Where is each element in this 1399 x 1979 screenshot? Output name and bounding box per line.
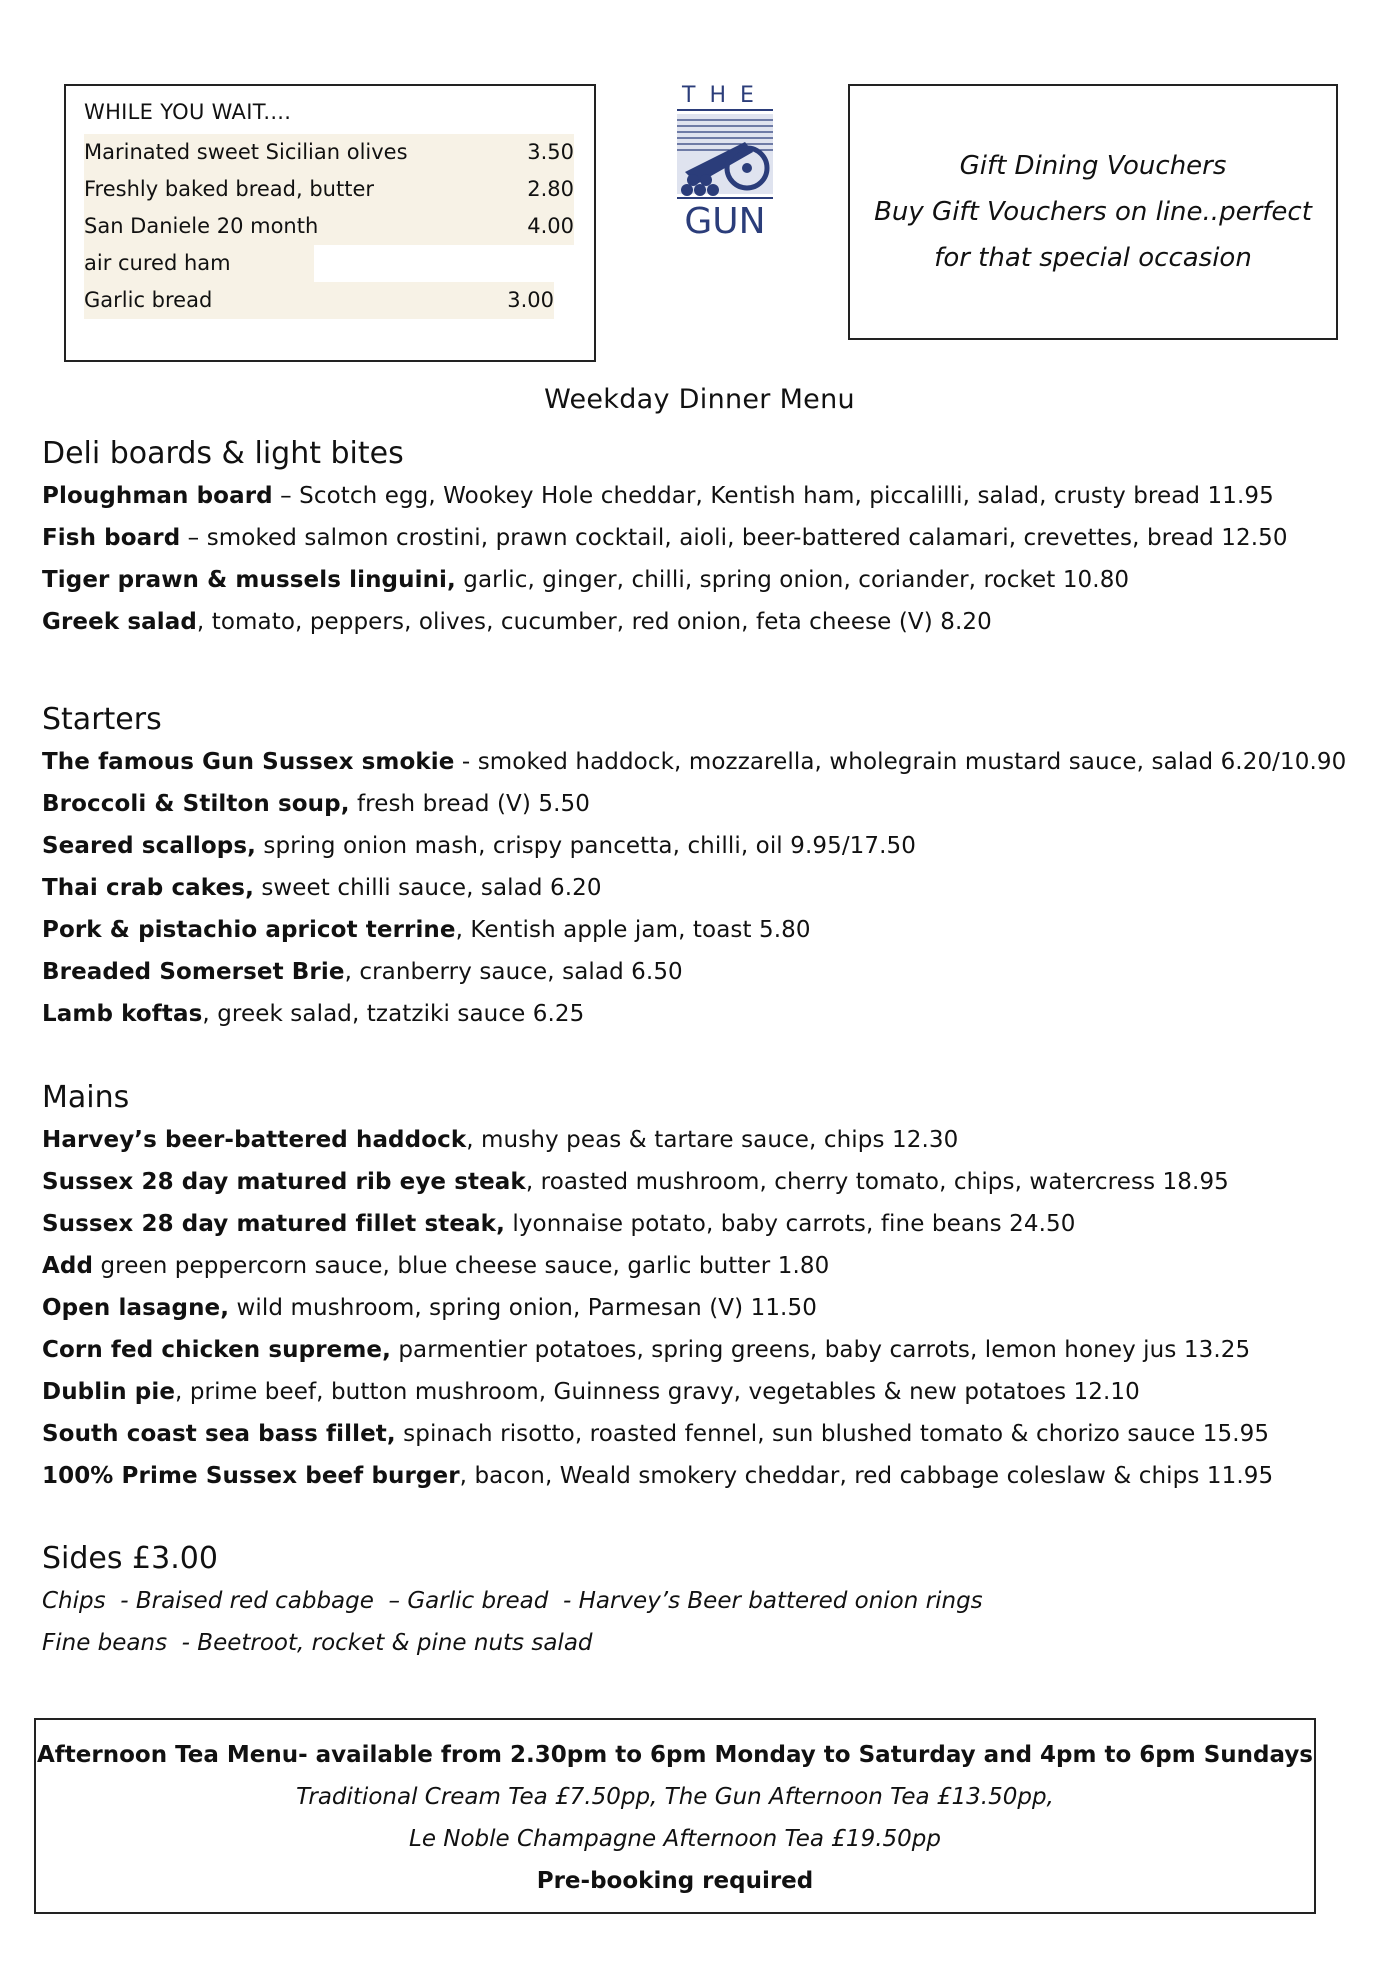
- item-desc: – Scotch egg, Wookey Hole cheddar, Kentish ham, piccalilli, salad, crusty bread 11.95: [272, 483, 1274, 509]
- menu-item: [42, 1413, 1372, 1455]
- wait-item-price: 3.00: [507, 288, 554, 312]
- menu-item: [42, 993, 1372, 1035]
- item-desc: spinach risotto, roasted fennel, sun blushed tomato & chorizo sauce 15.95: [395, 1421, 1270, 1447]
- menu-item: [42, 1119, 1372, 1161]
- menu-item: [42, 951, 1372, 993]
- afternoon-tea-line-1: Traditional Cream Tea £7.50pp, The Gun Afternoon Tea £13.50pp,: [296, 1784, 1054, 1810]
- item-name: South coast sea bass fillet,: [42, 1421, 396, 1447]
- menu-item: [42, 1203, 1372, 1245]
- menu-item: [42, 517, 1372, 559]
- item-name: Breaded Somerset Brie: [42, 959, 345, 985]
- item-name: The famous Gun Sussex smokie: [42, 749, 455, 775]
- the-gun-logo: [675, 80, 775, 238]
- menu-item: [42, 1371, 1372, 1413]
- menu-title: Weekday Dinner Menu: [544, 384, 855, 415]
- item-name: Lamb koftas: [42, 1001, 203, 1027]
- item-desc: , mushy peas & tartare sauce, chips 12.30: [466, 1127, 959, 1153]
- item-name: Add: [42, 1253, 94, 1279]
- afternoon-tea-line-2: Le Noble Champagne Afternoon Tea £19.50pp: [409, 1826, 941, 1852]
- menu-item: [42, 475, 1372, 517]
- item-name: Thai crab cakes,: [42, 875, 254, 901]
- wait-item-name: San Daniele 20 month: [84, 214, 319, 238]
- item-name: Pork & pistachio apricot terrine: [42, 917, 456, 943]
- mains-heading: Mains: [42, 1080, 130, 1115]
- wait-item: [84, 282, 554, 319]
- wait-item-price: 4.00: [527, 214, 574, 238]
- wait-item-price: 3.50: [527, 140, 574, 164]
- item-desc: , bacon, Weald smokery cheddar, red cabbage coleslaw & chips 11.95: [459, 1463, 1274, 1489]
- menu-item: [42, 825, 1372, 867]
- menu-item: [42, 909, 1372, 951]
- wait-item-name: Garlic bread: [84, 288, 213, 312]
- menu-item: [42, 867, 1372, 909]
- item-name: Open lasagne,: [42, 1295, 230, 1321]
- wait-item: [84, 208, 574, 245]
- starters-heading: Starters: [42, 702, 162, 737]
- menu-item: [42, 559, 1372, 601]
- item-name: 100% Prime Sussex beef burger: [42, 1463, 460, 1489]
- logo-top-text: THE: [682, 83, 768, 108]
- item-desc: wild mushroom, spring onion, Parmesan (V) 11.50: [229, 1295, 817, 1321]
- item-desc: , tomato, peppers, olives, cucumber, red onion, feta cheese (V) 8.20: [196, 609, 992, 635]
- item-name: Dublin pie: [42, 1379, 176, 1405]
- wait-item-name: Marinated sweet Sicilian olives: [84, 140, 408, 164]
- wait-item: [84, 134, 574, 171]
- menu-item: [42, 1161, 1372, 1203]
- while-you-wait-title: WHILE YOU WAIT....: [84, 100, 292, 124]
- item-name: Ploughman board: [42, 483, 273, 509]
- gift-line-1: Gift Dining Vouchers: [959, 151, 1227, 181]
- wait-item-name: Freshly baked bread, butter: [84, 177, 375, 201]
- item-name: Tiger prawn & mussels linguini,: [42, 567, 456, 593]
- mains-section: [42, 1077, 1372, 1497]
- wait-item: [84, 171, 574, 208]
- item-desc: sweet chilli sauce, salad 6.20: [253, 875, 602, 901]
- item-name: Broccoli & Stilton soup,: [42, 791, 350, 817]
- item-desc: spring onion mash, crispy pancetta, chilli, oil 9.95/17.50: [256, 833, 917, 859]
- item-name: Sussex 28 day matured rib eye steak: [42, 1169, 526, 1195]
- menu-item: [42, 741, 1372, 783]
- item-desc: , cranberry sauce, salad 6.50: [344, 959, 683, 985]
- starters-section: [42, 699, 1372, 1035]
- menu-item: [42, 1329, 1372, 1371]
- sides-line-2: Fine beans - Beetroot, rocket & pine nuts salad: [42, 1630, 593, 1656]
- item-name: Corn fed chicken supreme,: [42, 1337, 391, 1363]
- item-desc: lyonnaise potato, baby carrots, fine beans 24.50: [504, 1211, 1076, 1237]
- afternoon-tea-heading: Afternoon Tea Menu- available from 2.30pm to 6pm Monday to Saturday and 4pm to 6pm Sundays: [36, 1742, 1314, 1768]
- menu-item: [42, 1455, 1372, 1497]
- wait-item-name: air cured ham: [84, 251, 231, 275]
- sides-section: [42, 1538, 1372, 1664]
- item-desc: , roasted mushroom, cherry tomato, chips, watercress 18.95: [525, 1169, 1229, 1195]
- gift-line-3: for that special occasion: [934, 243, 1252, 273]
- wait-item-price: 2.80: [527, 177, 574, 201]
- sides-heading: Sides £3.00: [42, 1541, 218, 1576]
- gift-vouchers-box: [848, 84, 1338, 340]
- gift-line-2: Buy Gift Vouchers on line..perfect: [874, 197, 1312, 227]
- item-desc: , greek salad, tzatziki sauce 6.25: [202, 1001, 585, 1027]
- item-name: Fish board: [42, 525, 181, 551]
- item-desc: , Kentish apple jam, toast 5.80: [455, 917, 811, 943]
- item-desc: - smoked haddock, mozzarella, wholegrain mustard sauce, salad 6.20/10.90: [454, 749, 1347, 775]
- item-desc: – smoked salmon crostini, prawn cocktail, aioli, beer-battered calamari, crevettes, bread 12.50: [180, 525, 1288, 551]
- item-name: Sussex 28 day matured fillet steak,: [42, 1211, 505, 1237]
- item-desc: , prime beef, button mushroom, Guinness gravy, vegetables & new potatoes 12.10: [175, 1379, 1140, 1405]
- prebooking-note: Pre-booking required: [536, 1868, 814, 1894]
- deli-section: [42, 433, 1372, 643]
- deli-heading: Deli boards & light bites: [42, 436, 404, 471]
- afternoon-tea-box: [34, 1718, 1316, 1914]
- menu-item: [42, 783, 1372, 825]
- menu-item: [42, 1287, 1372, 1329]
- logo-bottom-text: GUN: [684, 201, 766, 238]
- cannon-logo-icon: [675, 80, 775, 238]
- wait-item: [84, 245, 314, 282]
- item-desc: parmentier potatoes, spring greens, baby carrots, lemon honey jus 13.25: [390, 1337, 1251, 1363]
- sides-line-1: Chips - Braised red cabbage – Garlic bread - Harvey’s Beer battered onion rings: [42, 1588, 983, 1614]
- item-desc: garlic, ginger, chilli, spring onion, coriander, rocket 10.80: [455, 567, 1130, 593]
- item-name: Seared scallops,: [42, 833, 257, 859]
- item-desc: fresh bread (V) 5.50: [349, 791, 590, 817]
- menu-item: [42, 601, 1372, 643]
- while-you-wait-box: [64, 84, 596, 362]
- item-name: Greek salad: [42, 609, 197, 635]
- menu-item: [42, 1245, 1372, 1287]
- item-name: Harvey’s beer-battered haddock: [42, 1127, 467, 1153]
- item-desc: green peppercorn sauce, blue cheese sauce, garlic butter 1.80: [93, 1253, 830, 1279]
